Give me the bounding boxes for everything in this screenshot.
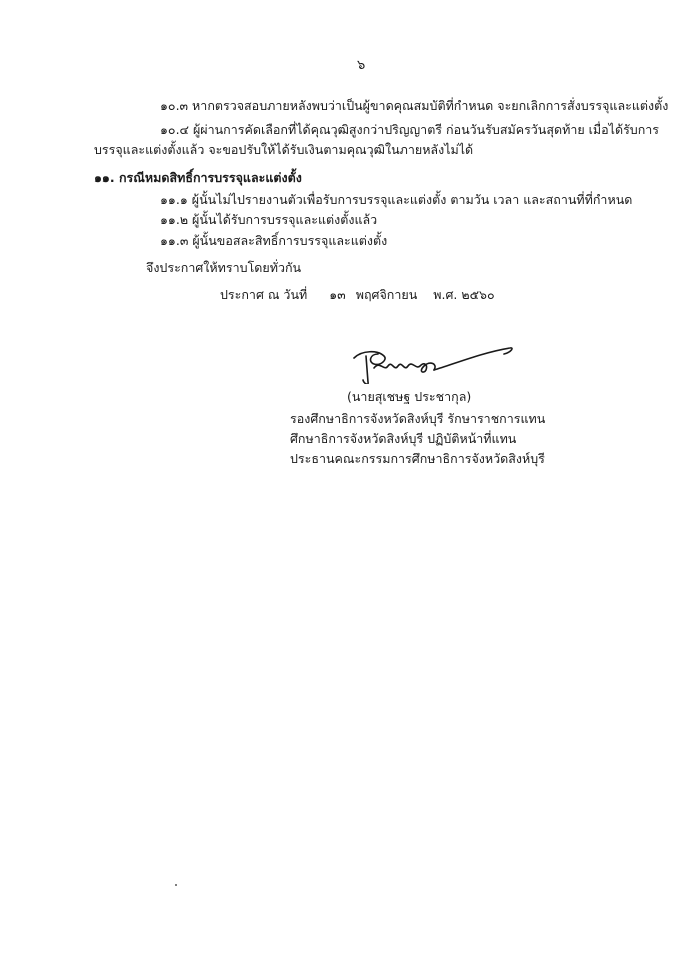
item-11-3: ๑๑.๓ ผู้นั้นขอสละสิทธิ์การบรรจุและแต่งตั้ง	[160, 233, 388, 248]
date-day: ๑๓	[329, 287, 346, 302]
item-10-4-line-1: ๑๐.๔ ผู้ผ่านการคัดเลือกที่ได้คุณวุฒิสูงกว่าปริญญาตรี ก่อนวันรับสมัครวันสุดท้าย เมื่อได้รับการ	[160, 122, 660, 137]
handwritten-signature	[344, 342, 516, 384]
page-number: ๖	[357, 58, 366, 73]
announcement-date	[220, 287, 495, 303]
date-month: พฤศจิกายน	[355, 287, 418, 302]
signatory-position-1: รองศึกษาธิการจังหวัดสิงห์บุรี รักษาราชการแทน	[290, 411, 546, 426]
closing-statement: จึงประกาศให้ทราบโดยทั่วกัน	[146, 260, 302, 275]
signatory-position-2: ศึกษาธิการจังหวัดสิงห์บุรี ปฏิบัติหน้าที่แทน	[290, 431, 517, 446]
date-year: พ.ศ. ๒๕๖๐	[433, 287, 495, 302]
item-11-1: ๑๑.๑ ผู้นั้นไม่ไปรายงานตัวเพื่อรับการบรรจุและแต่งตั้ง ตามวัน เวลา และสถานที่ที่กำหนด	[160, 192, 633, 207]
signatory-name: (นายสุเชษฐ ประชากุล)	[347, 389, 472, 404]
stray-mark	[175, 884, 177, 886]
item-11-2: ๑๑.๒ ผู้นั้นได้รับการบรรจุและแต่งตั้งแล้ว	[160, 212, 378, 227]
date-prefix: ประกาศ ณ วันที่	[220, 287, 308, 302]
signatory-position-3: ประธานคณะกรรมการศึกษาธิการจังหวัดสิงห์บุรี	[290, 451, 545, 466]
item-10-3: ๑๐.๓ หากตรวจสอบภายหลังพบว่าเป็นผู้ขาดคุณสมบัติที่กำหนด จะยกเลิกการสั่งบรรจุและแต่งตั้ง	[160, 98, 669, 113]
item-10-4-line-2: บรรจุและแต่งตั้งแล้ว จะขอปรับให้ได้รับเงินตามคุณวุฒิในภายหลังไม่ได้	[94, 142, 474, 157]
section-11-heading: ๑๑. กรณีหมดสิทธิ์การบรรจุและแต่งตั้ง	[94, 170, 302, 185]
